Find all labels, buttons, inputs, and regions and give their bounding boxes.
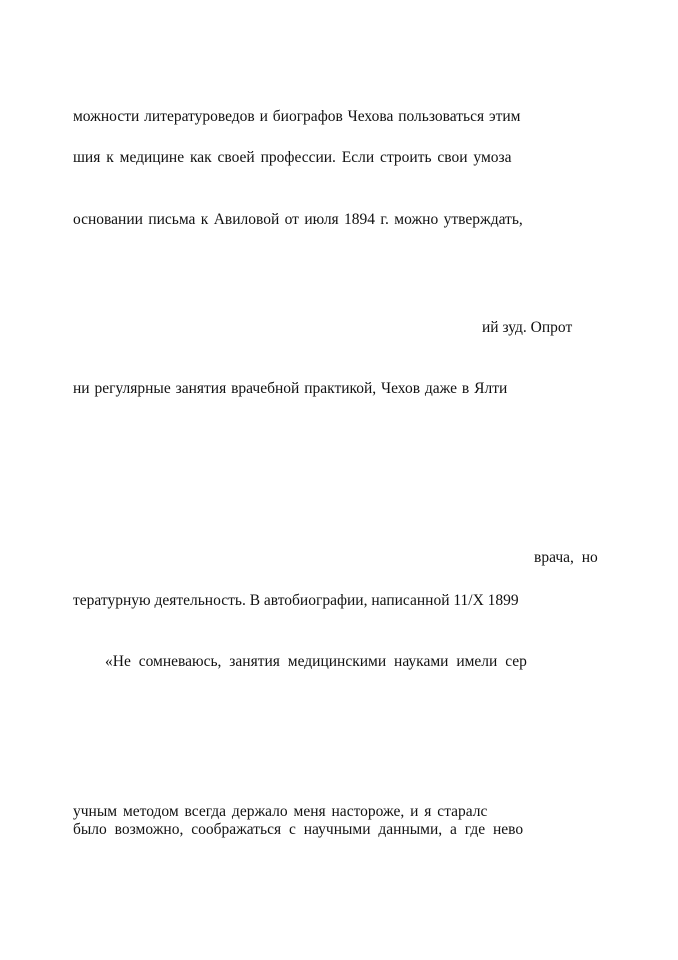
text-line-7: тературную деятельность. В автобиографии, написанной 11/X 1899	[73, 592, 519, 609]
text-line-4: ий зуд. Опрот	[482, 319, 573, 336]
text-line-3: основании письма к Авиловой от июля 1894 г. можно утверждать,	[73, 211, 523, 228]
text-line-6: врача, но	[534, 549, 598, 566]
text-line-8: «Не сомневаюсь, занятия медицинскими науками имели сер	[105, 653, 527, 670]
text-line-2: шия к медицине как своей профессии. Если строить свои умоза	[73, 149, 512, 166]
text-line-9: учным методом всегда держало меня настороже, и я старалс	[73, 803, 488, 820]
text-line-10: было возможно, соображаться с научными данными, а где нево	[73, 821, 524, 838]
text-line-5: ни регулярные занятия врачебной практикой, Чехов даже в Ялти	[73, 380, 508, 397]
text-line-1: можности литературоведов и биографов Чехова пользоваться этим	[73, 108, 521, 125]
